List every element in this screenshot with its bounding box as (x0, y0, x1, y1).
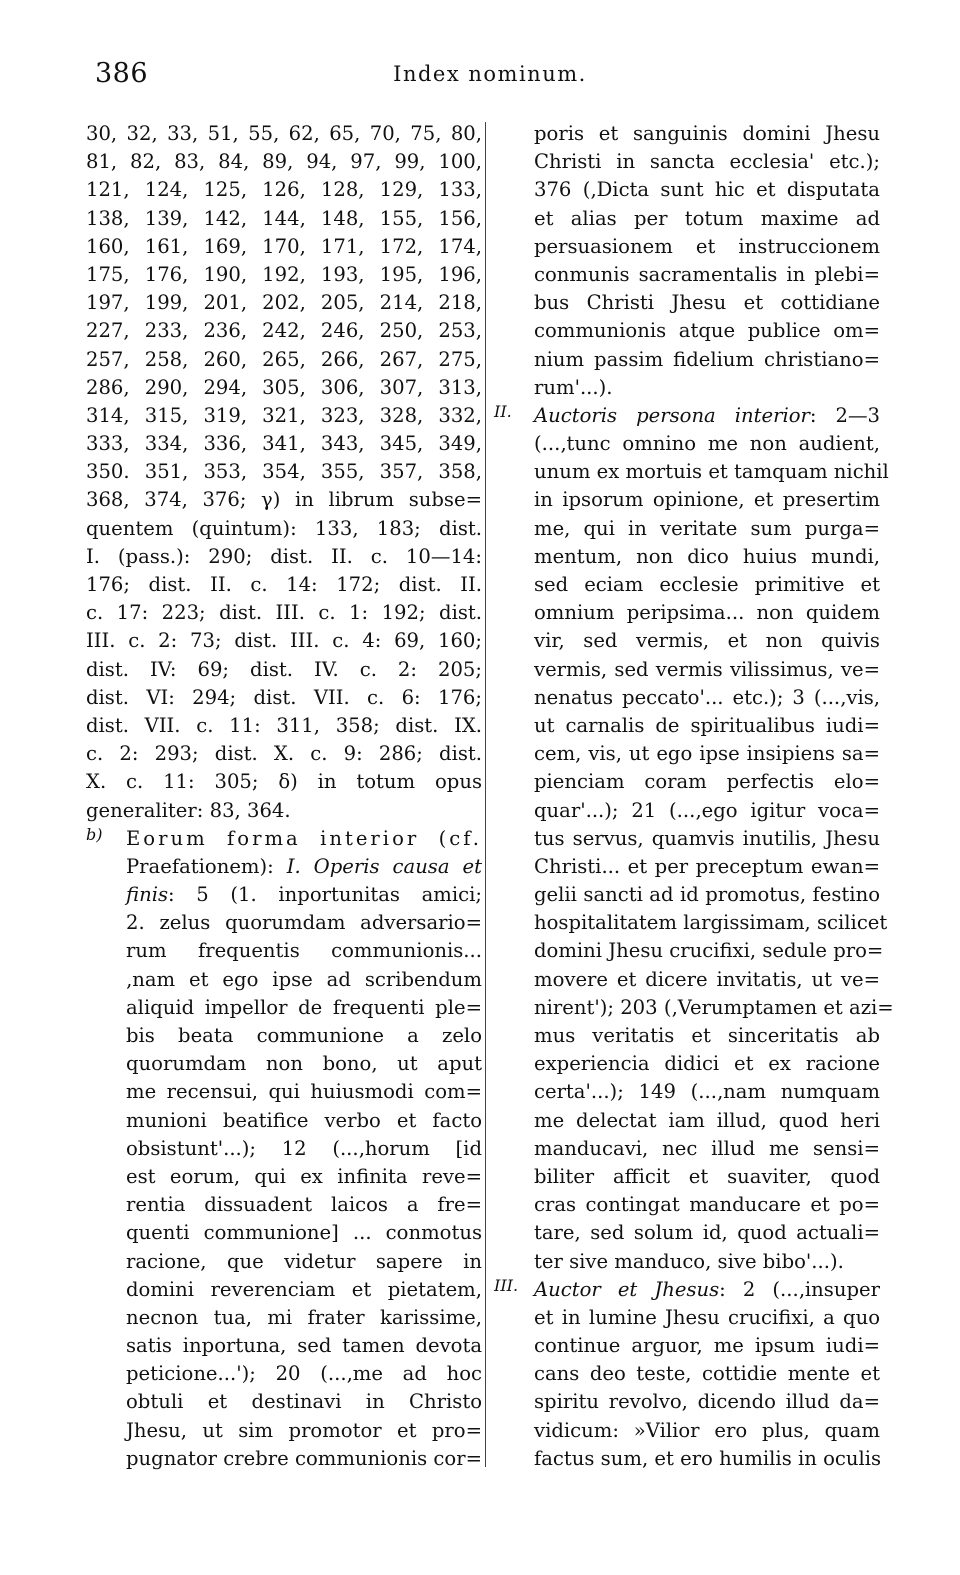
text-line: ‚nam et ego ipse ad scribendum (126, 967, 482, 991)
text-line: domini Jhesu crucifixi, sedule pro= (534, 939, 884, 963)
text-line: communionis atque publice om= (534, 319, 880, 343)
text-line: I. (pass.): 290; dist. II. c. 10—14: (86, 544, 482, 568)
text-line: rentia dissuadent laicos a fre= (126, 1193, 482, 1217)
text-line: et in lumine Jhesu crucifixi, a quo (534, 1305, 880, 1329)
text-line: conmunis sacramentalis in plebi= (534, 262, 880, 286)
text-line: factus sum, et ero humilis in oculis (534, 1446, 882, 1470)
column-divider (485, 122, 486, 1467)
text-line: finis: 5 (1. inportunitas amici; (126, 883, 482, 907)
text-line: racione, que videtur sapere in (126, 1249, 482, 1273)
text-line: generaliter: 83, 364. (86, 798, 291, 822)
text-line: me, qui in veritate sum purga= (534, 516, 880, 540)
entry-b (86, 825, 482, 1473)
italic-heading: finis (126, 883, 169, 907)
text-line: 376 (‚Dicta sunt hic et disputata (534, 178, 880, 202)
text-line: 314, 315, 319, 321, 323, 328, 332, (86, 403, 482, 427)
text-line: mus veritatis et sinceritatis ab (534, 1024, 880, 1047)
entry-ii (494, 401, 894, 1276)
text-line: c. 2: 293; dist. X. c. 9: 286; dist. (86, 742, 482, 766)
text-line: rum'...). (534, 375, 613, 399)
text-line: sed eciam ecclesie primitive et (534, 573, 880, 596)
text-line: spiritu revolvo, dicendo illud da= (534, 1390, 880, 1414)
text-line: quenti communione] ... conmotus (126, 1221, 482, 1245)
text-line: pienciam coram perfectis elo= (534, 770, 880, 794)
text-line: 227, 233, 236, 242, 246, 250, 253, (86, 319, 482, 343)
text-line: Eorum forma interior (cf. (126, 826, 482, 850)
text-line: biliter afficit et suaviter, quod (534, 1164, 880, 1188)
text-line: rum frequentis communionis... (126, 939, 482, 963)
text-line: omnium peripsima... non quidem (534, 601, 880, 625)
text-line: dist. IV: 69; dist. IV. c. 2: 205; (86, 657, 482, 681)
italic-heading: Auctoris persona interior (534, 403, 810, 427)
text-line: manducavi, nec illud me sensi= (534, 1136, 880, 1160)
text-line: 160, 161, 169, 170, 171, 172, 174, (86, 234, 482, 258)
text-line: vir, sed vermis, et non quivis (534, 629, 880, 653)
text-line: gelii sancti ad id promotus, festino (534, 883, 880, 907)
text-line: est eorum, qui ex infinita reve= (126, 1164, 482, 1188)
text-line: pugnator crebre communionis cor= (126, 1446, 482, 1470)
text-line: et alias per totum maxime ad (534, 206, 880, 230)
text-line: 30, 32, 33, 51, 55, 62, 65, 70, 75, 80, (86, 122, 482, 145)
text-line: tare, sed solum id, quod actuali= (534, 1221, 880, 1245)
text-line: c. 17: 223; dist. III. c. 1: 192; dist. (86, 601, 482, 625)
text-line: X. c. 11: 305; δ) in totum opus (86, 770, 482, 794)
right-entry-continuation (494, 120, 880, 402)
text-line: Auctoris persona interior: 2—3 (534, 403, 881, 427)
entry-ii-label: II. (494, 401, 512, 421)
text-line: bus Christi Jhesu et cottidiane (534, 291, 880, 315)
text-line: quar'...); 21 (...‚ego igitur voca= (534, 798, 880, 822)
text-line: poris et sanguinis domini Jhesu (534, 122, 880, 145)
left-column (86, 120, 482, 1473)
text-line: 2. zelus quorumdam adversario= (126, 911, 482, 935)
text-line: cem, vis, ut ego ipse insipiens sa= (534, 742, 880, 766)
text-line: 257, 258, 260, 265, 266, 267, 275, (86, 347, 482, 371)
text-line: nirent'); 203 (‚Verumptamen et azi= (534, 995, 894, 1019)
text-line: 197, 199, 201, 202, 205, 214, 218, (86, 291, 482, 315)
right-column (494, 120, 894, 1473)
text-line: Praefationem): I. Operis causa et (126, 854, 482, 878)
text-line: mentum, non dico huius mundi, (534, 544, 880, 568)
text-line: obtuli et destinavi in Christo (126, 1390, 482, 1414)
text-line: in ipsorum opinione, et presertim (534, 488, 880, 512)
text-line: 138, 139, 142, 144, 148, 155, 156, (86, 206, 482, 230)
text-line: ut carnalis de spiritualibus iudi= (534, 713, 880, 737)
text-line: peticione...'); 20 (...‚me ad hoc (126, 1362, 482, 1386)
text-line: nium passim fidelium christiano= (534, 347, 880, 371)
text-line: 121, 124, 125, 126, 128, 129, 133, (86, 178, 482, 202)
running-title: Index nominum. (393, 62, 587, 86)
text-line: necnon tua, mi frater karissime, (126, 1305, 482, 1329)
text-line: 333, 334, 336, 341, 343, 345, 349, (86, 432, 482, 456)
text-line: quentem (quintum): 133, 183; dist. (86, 516, 482, 540)
text-line: unum ex mortuis et tamquam nichil (534, 460, 889, 484)
text-line: movere et dicere invitatis, ut ve= (534, 967, 880, 991)
text-line: Jhesu, ut sim promotor et pro= (126, 1418, 482, 1442)
text-line: quorumdam non bono, ut aput (126, 1052, 482, 1076)
text-line: Christi in sancta ecclesia' etc.); (534, 150, 880, 174)
text-line: persuasionem et instruccionem (534, 234, 880, 258)
text-line: certa'...); 149 (...‚nam numquam (534, 1080, 880, 1104)
text-line: satis inportuna, sed tamen devota (126, 1334, 482, 1358)
text-line: nenatus peccato'... etc.); 3 (...‚vis, (534, 685, 880, 709)
text-line: dist. VI: 294; dist. VII. c. 6: 176; (86, 685, 482, 709)
text-line: vermis, sed vermis vilissimus, ve= (534, 657, 880, 681)
text-line: Christi... et per preceptum ewan= (534, 854, 880, 878)
page-number: 386 (95, 58, 149, 89)
page-header (95, 58, 885, 98)
text-line: me delectat iam illud, quod heri (534, 1108, 880, 1132)
text-line: (...‚tunc omnino me non audient, (534, 432, 880, 456)
text-line: domini reverenciam et pietatem, (126, 1277, 482, 1301)
left-entry-continuation (86, 120, 482, 825)
entry-iii (494, 1276, 880, 1473)
text-line: dist. VII. c. 11: 311, 358; dist. IX. (86, 713, 482, 737)
text-line: hospitalitatem largissimam, scilicet (534, 911, 888, 935)
italic-heading: Auctor et Jhesus (534, 1277, 720, 1301)
text-line: 176; dist. II. c. 14: 172; dist. II. (86, 573, 482, 596)
text-line: tus servus, quamvis inutilis, Jhesu (534, 826, 880, 850)
text-line: cans deo teste, cottidie mente et (534, 1362, 880, 1386)
text-line: 175, 176, 190, 192, 193, 195, 196, (86, 262, 482, 286)
text-line: 286, 290, 294, 305, 306, 307, 313, (86, 375, 482, 399)
italic-heading: I. Operis causa et (286, 854, 482, 878)
text-line: 350. 351, 353, 354, 355, 357, 358, (86, 460, 482, 484)
text-line: cras contingat manducare et po= (534, 1193, 880, 1217)
text-line: 368, 374, 376; γ) in librum subse= (86, 488, 482, 512)
text-line: munioni beatifice verbo et facto (126, 1108, 482, 1132)
text-line: obsistunt'...); 12 (...‚horum [id (126, 1136, 482, 1160)
text-line: experiencia didici et ex racione (534, 1052, 880, 1076)
entry-b-label: b) (86, 824, 103, 844)
text-line: Auctor et Jhesus: 2 (...‚insuper (534, 1277, 880, 1301)
text-line: continue arguor, me ipsum iudi= (534, 1334, 880, 1358)
text-line: III. c. 2: 73; dist. III. c. 4: 69, 160; (86, 629, 482, 653)
text-line: bis beata communione a zelo (126, 1024, 482, 1047)
text-line: 81, 82, 83, 84, 89, 94, 97, 99, 100, (86, 150, 482, 174)
text-line: aliquid impellor de frequenti ple= (126, 995, 482, 1019)
text-line: me recensui, qui huiusmodi com= (126, 1080, 482, 1104)
text-line: ter sive manduco, sive bibo'...). (534, 1249, 844, 1273)
entry-iii-label: III. (494, 1275, 519, 1295)
text-line: vidicum: »Vilior ero plus, quam (534, 1418, 880, 1442)
